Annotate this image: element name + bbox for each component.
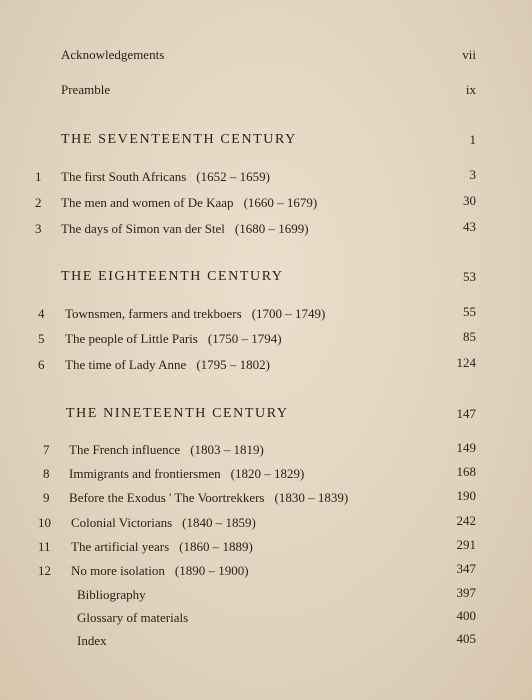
chapter-page: 55 bbox=[463, 304, 476, 319]
chapter-dates: (1803 – 1819) bbox=[190, 442, 264, 457]
toc-entry-preamble bbox=[61, 82, 110, 98]
chapter-dates: (1700 – 1749) bbox=[251, 306, 326, 321]
chapter-entry bbox=[71, 515, 256, 531]
chapter-page: 149 bbox=[456, 440, 476, 455]
toc-entry-index bbox=[77, 633, 107, 649]
chapter-number: 7 bbox=[43, 442, 50, 457]
chapter-entry bbox=[69, 466, 304, 482]
chapter-number: 3 bbox=[35, 221, 42, 236]
toc-entry-bibliography bbox=[77, 587, 146, 603]
entry-page: ix bbox=[465, 82, 476, 97]
chapter-page: 291 bbox=[456, 537, 476, 552]
chapter-entry bbox=[65, 331, 282, 347]
chapter-dates: (1680 – 1699) bbox=[234, 221, 309, 236]
section-title: THE SEVENTEENTH CENTURY bbox=[61, 132, 297, 147]
entry-label: Acknowledgements bbox=[61, 47, 165, 62]
entry-label: Glossary of materials bbox=[77, 610, 189, 625]
chapter-dates: (1830 – 1839) bbox=[274, 490, 349, 505]
entry-page: 405 bbox=[456, 631, 476, 646]
chapter-page: 242 bbox=[456, 513, 476, 528]
chapter-title: The first South Africans bbox=[61, 169, 187, 184]
chapter-dates: (1860 – 1889) bbox=[179, 539, 253, 554]
chapter-title: Before the Exodus ' The Voortrekkers bbox=[69, 490, 265, 505]
chapter-number: 12 bbox=[38, 563, 51, 578]
entry-label: Index bbox=[77, 633, 107, 648]
chapter-page: 85 bbox=[463, 329, 476, 344]
chapter-title: Immigrants and frontiersmen bbox=[69, 466, 221, 481]
entry-page: vii bbox=[462, 47, 476, 62]
chapter-number: 1 bbox=[35, 169, 42, 184]
chapter-entry bbox=[69, 442, 264, 458]
chapter-title: The time of Lady Anne bbox=[65, 357, 187, 372]
chapter-dates: (1652 – 1659) bbox=[196, 169, 270, 184]
entry-page: 397 bbox=[456, 585, 476, 600]
chapter-page: 190 bbox=[456, 488, 476, 503]
chapter-title: The men and women of De Kaap bbox=[61, 195, 234, 210]
entry-page: 400 bbox=[456, 608, 476, 623]
chapter-dates: (1890 – 1900) bbox=[174, 563, 249, 578]
chapter-dates: (1795 – 1802) bbox=[196, 357, 270, 372]
chapter-page: 168 bbox=[456, 464, 476, 479]
section-title: THE EIGHTEENTH CENTURY bbox=[61, 269, 284, 284]
chapter-page: 347 bbox=[456, 561, 476, 576]
chapter-entry bbox=[61, 221, 309, 237]
chapter-page: 43 bbox=[463, 219, 476, 234]
chapter-number: 5 bbox=[38, 331, 45, 346]
chapter-number: 11 bbox=[38, 539, 51, 554]
entry-label: Bibliography bbox=[77, 587, 146, 602]
chapter-entry bbox=[61, 195, 317, 211]
chapter-number: 8 bbox=[43, 466, 50, 481]
chapter-entry bbox=[65, 306, 325, 322]
section-page: 53 bbox=[463, 269, 476, 284]
chapter-dates: (1750 – 1794) bbox=[207, 331, 282, 346]
chapter-page: 124 bbox=[456, 355, 476, 370]
chapter-number: 9 bbox=[43, 490, 50, 505]
chapter-number: 2 bbox=[35, 195, 42, 210]
chapter-page: 3 bbox=[469, 167, 476, 182]
section-page: 147 bbox=[456, 406, 476, 421]
chapter-number: 4 bbox=[38, 306, 45, 321]
chapter-number: 10 bbox=[38, 515, 51, 530]
chapter-dates: (1840 – 1859) bbox=[182, 515, 256, 530]
chapter-title: The people of Little Paris bbox=[65, 331, 198, 346]
chapter-title: Colonial Victorians bbox=[71, 515, 173, 530]
section-title: THE NINETEENTH CENTURY bbox=[66, 406, 289, 421]
chapter-title: The artificial years bbox=[71, 539, 170, 554]
chapter-title: The French influence bbox=[69, 442, 181, 457]
chapter-title: The days of Simon van der Stel bbox=[61, 221, 225, 236]
chapter-title: No more isolation bbox=[71, 563, 165, 578]
chapter-title: Townsmen, farmers and trekboers bbox=[65, 306, 242, 321]
chapter-entry bbox=[61, 169, 270, 185]
section-page: 1 bbox=[469, 132, 476, 147]
chapter-dates: (1820 – 1829) bbox=[230, 466, 305, 481]
chapter-entry bbox=[71, 539, 253, 555]
chapter-entry bbox=[69, 490, 348, 506]
chapter-number: 6 bbox=[38, 357, 45, 372]
toc-entry-acknowledgements bbox=[61, 47, 164, 63]
entry-label: Preamble bbox=[61, 82, 111, 97]
chapter-entry bbox=[65, 357, 270, 373]
chapter-page: 30 bbox=[463, 193, 476, 208]
chapter-entry bbox=[71, 563, 249, 579]
toc-entry-glossary bbox=[77, 610, 188, 626]
chapter-dates: (1660 – 1679) bbox=[243, 195, 318, 210]
